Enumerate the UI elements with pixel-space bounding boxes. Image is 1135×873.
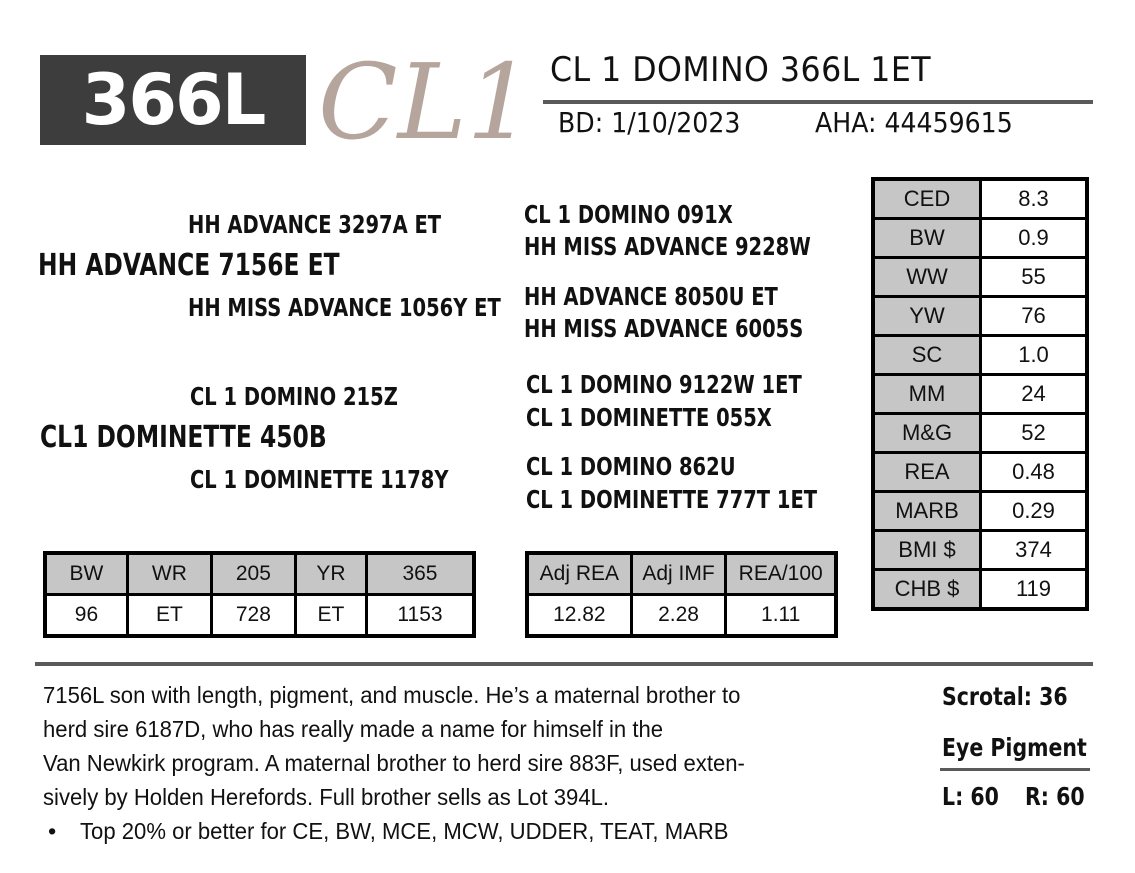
carcass-value: 1.11 [726,595,836,637]
pedigree-g3-5: CL 1 DOMINO 9122W 1ET [526,370,802,399]
carcass-table [525,551,838,638]
epd-table [871,177,1089,611]
pedigree-g3-1: CL 1 DOMINO 091X [524,200,733,229]
description-line: sively by Holden Herefords. Full brother sells as Lot 394L. [43,784,610,810]
lot-number-box [40,55,306,145]
eye-pigment-right: R: 60 [1025,782,1085,811]
performance-header: YR [295,553,366,595]
epd-label: MARB [873,492,981,531]
description-line: 7156L son with length, pigment, and muscle. He’s a maternal brother to [43,682,741,708]
carcass-header-row [527,553,836,595]
highlight-bullet: Top 20% or better for CE, BW, MCE, MCW, UDDER, TEAT, MARB [80,818,729,844]
performance-value: 96 [45,595,127,637]
lot-number: 366L [81,59,265,141]
cl1-logo [312,38,542,158]
epd-row [873,492,1087,531]
epd-row [873,179,1087,219]
epd-label: YW [873,297,981,336]
carcass-value: 12.82 [527,595,631,637]
epd-label: WW [873,258,981,297]
pedigree-dam-sire: CL 1 DOMINO 215Z [190,382,398,411]
aha-registration: AHA: 44459615 [815,106,1013,139]
epd-value: 24 [981,375,1088,414]
performance-value-row [45,595,474,637]
carcass-value-row [527,595,836,637]
bullet-icon: • [48,818,57,844]
epd-value: 1.0 [981,336,1088,375]
header-divider [543,100,1093,104]
epd-label: CED [873,179,981,219]
performance-value: ET [295,595,366,637]
performance-table [43,551,476,638]
scrotal-measure: Scrotal: 36 [942,682,1068,711]
pedigree-sire-sire: HH ADVANCE 3297A ET [188,210,442,239]
epd-row [873,219,1087,258]
epd-label: M&G [873,414,981,453]
performance-header: 365 [366,553,474,595]
epd-value: 52 [981,414,1088,453]
pedigree-g3-8: CL 1 DOMINETTE 777T 1ET [526,485,818,514]
epd-row [873,570,1087,610]
description-line: herd sire 6187D, who has really made a name for himself in the [43,716,664,742]
carcass-header: Adj REA [527,553,631,595]
epd-row [873,375,1087,414]
epd-label: MM [873,375,981,414]
epd-row [873,258,1087,297]
epd-value: 119 [981,570,1088,610]
epd-row [873,531,1087,570]
pedigree-dam: CL1 DOMINETTE 450B [40,420,327,455]
epd-value: 374 [981,531,1088,570]
epd-value: 55 [981,258,1088,297]
performance-header-row [45,553,474,595]
pedigree-g3-7: CL 1 DOMINO 862U [526,452,736,481]
epd-value: 0.29 [981,492,1088,531]
pedigree-sire: HH ADVANCE 7156E ET [38,248,340,283]
epd-value: 8.3 [981,179,1088,219]
epd-label: CHB $ [873,570,981,610]
epd-row [873,336,1087,375]
epd-value: 0.9 [981,219,1088,258]
epd-label: SC [873,336,981,375]
carcass-header: Adj IMF [631,553,726,595]
pedigree-dam-dam: CL 1 DOMINETTE 1178Y [190,465,449,494]
epd-row [873,414,1087,453]
pedigree-g3-4: HH MISS ADVANCE 6005S [524,314,804,343]
epd-label: REA [873,453,981,492]
epd-label: BW [873,219,981,258]
performance-value: ET [127,595,211,637]
pedigree-sire-dam: HH MISS ADVANCE 1056Y ET [188,293,501,322]
performance-value: 728 [211,595,295,637]
eye-pigment-underline [940,768,1090,771]
performance-header: BW [45,553,127,595]
epd-value: 0.48 [981,453,1088,492]
birth-date: BD: 1/10/2023 [558,106,741,139]
logo-text: CL1 [318,41,533,158]
carcass-value: 2.28 [631,595,726,637]
carcass-header: REA/100 [726,553,836,595]
performance-value: 1153 [366,595,474,637]
performance-header: 205 [211,553,295,595]
eye-pigment-title: Eye Pigment [942,733,1087,762]
epd-row [873,297,1087,336]
pedigree-g3-2: HH MISS ADVANCE 9228W [524,232,811,261]
pedigree-g3-6: CL 1 DOMINETTE 055X [526,403,772,432]
description-line: Van Newkirk program. A maternal brother to herd sire 883F, used exten- [43,750,745,776]
epd-label: BMI $ [873,531,981,570]
eye-pigment-left: L: 60 [942,782,999,811]
pedigree-g3-3: HH ADVANCE 8050U ET [524,282,778,311]
performance-header: WR [127,553,211,595]
epd-value: 76 [981,297,1088,336]
epd-row [873,453,1087,492]
animal-name: CL 1 DOMINO 366L 1ET [550,50,932,90]
bottom-divider [35,662,1093,666]
